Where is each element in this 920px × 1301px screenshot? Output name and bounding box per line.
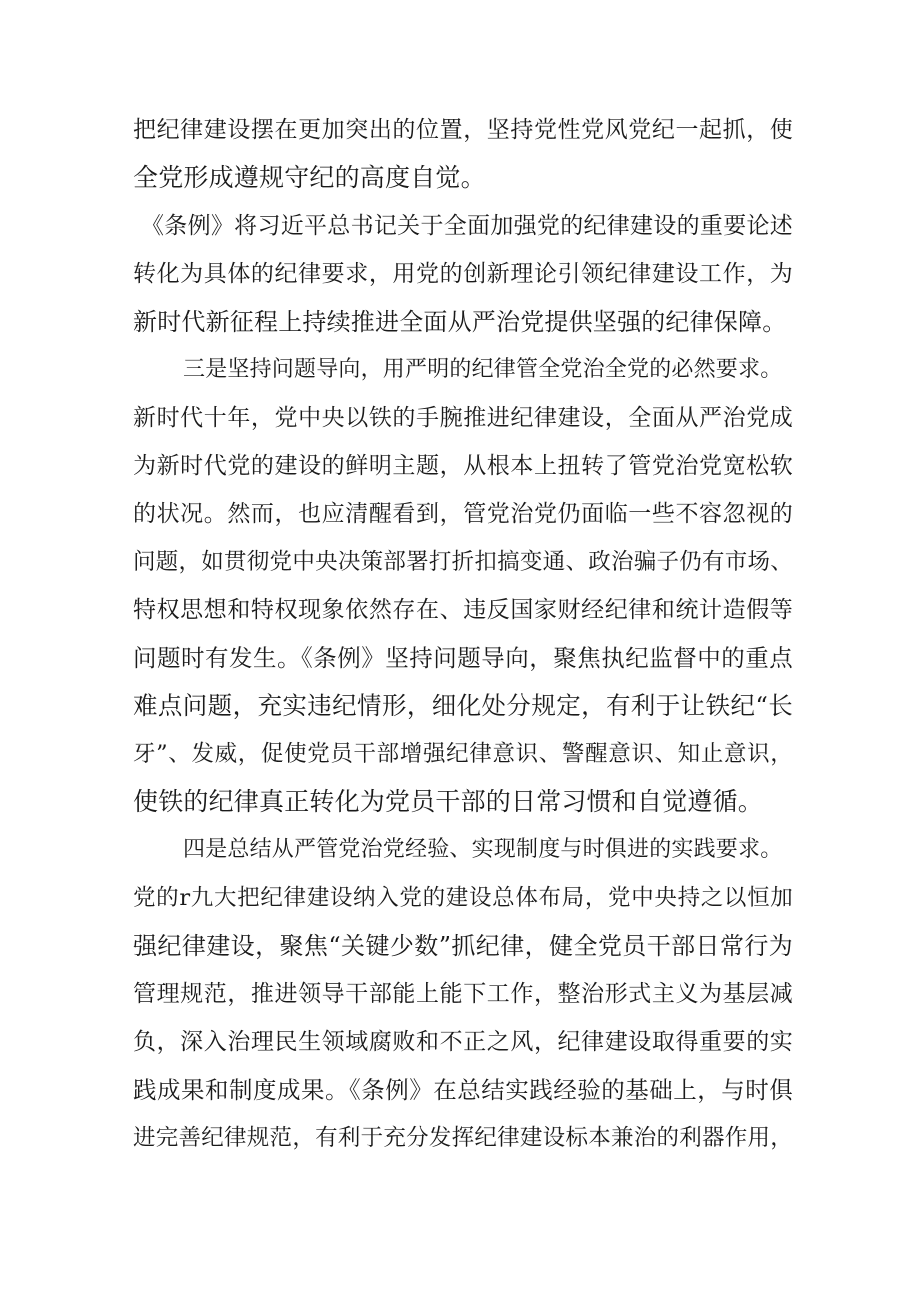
text-line: 为新时代党的建设的鲜明主题，从根本上扭转了管党治党宽松软 — [133, 453, 793, 479]
paragraph-3 — [133, 346, 793, 826]
paragraph-4 — [133, 826, 793, 1162]
text-line: 进完善纪律规范，有利于充分发挥纪律建设标本兼治的利器作用， — [133, 1125, 793, 1151]
text-line: 的状况。然而，也应清醒看到，管党治党仍面临一些不容忽视的 — [133, 501, 793, 527]
text-line: 四是总结从严管党治党经验、实现制度与时俱进的实践要求。 — [183, 837, 783, 862]
paragraph-1 — [133, 106, 793, 202]
text-line: 牙”、发威，促使党员干部增强纪律意识、警醒意识、知止意识， — [133, 741, 793, 767]
text-line: 三是坚持问题导向，用严明的纪律管全党治全党的必然要求。 — [183, 357, 783, 382]
text-line: 把纪律建设摆在更加突出的位置，坚持党性党风党纪一起抓，使 — [133, 117, 793, 143]
text-line: 践成果和制度成果。《条例》在总结实践经验的基础上，与时俱 — [133, 1076, 793, 1104]
text-line: 转化为具体的纪律要求，用党的创新理论引领纪律建设工作，为 — [133, 261, 793, 287]
text-line: 全党形成遵规守纪的高度自觉。 — [133, 163, 486, 192]
paragraph-2 — [133, 202, 793, 346]
text-line: 特权思想和特权现象依然存在、违反国家财经纪律和统计造假等 — [133, 597, 793, 623]
text-line: 新时代十年，党中央以铁的手腕推进纪律建设，全面从严治党成 — [133, 405, 793, 431]
text-line: 管理规范，推进领导干部能上能下工作，整治形式主义为基层减 — [133, 981, 793, 1007]
text-line: 强纪律建设，聚焦“关键少数”抓纪律，健全党员干部日常行为 — [133, 932, 793, 960]
text-line: 使铁的纪律真正转化为党员干部的日常习惯和自觉遵循。 — [133, 787, 764, 816]
text-line: 新时代新征程上持续推进全面从严治党提供坚强的纪律保障。 — [133, 308, 787, 336]
text-line: 问题时有发生。《条例》坚持问题导向，聚焦执纪监督中的重点 — [133, 644, 793, 672]
text-line: 《条例》将习近平总书记关于全面加强党的纪律建设的重要论述 — [141, 213, 793, 239]
text-line: 党的r九大把纪律建设纳入党的建设总体布局，党中央持之以恒加 — [133, 885, 793, 911]
text-line: 问题，如贯彻党中央决策部署打折扣搞变通、政治骗子仍有市场、 — [133, 549, 793, 575]
text-line: 负，深入治理民生领域腐败和不正之风，纪律建设取得重要的实 — [133, 1029, 793, 1055]
text-line: 难点问题，充实违纪情形，细化处分规定，有利于让铁纪“长 — [133, 691, 793, 720]
